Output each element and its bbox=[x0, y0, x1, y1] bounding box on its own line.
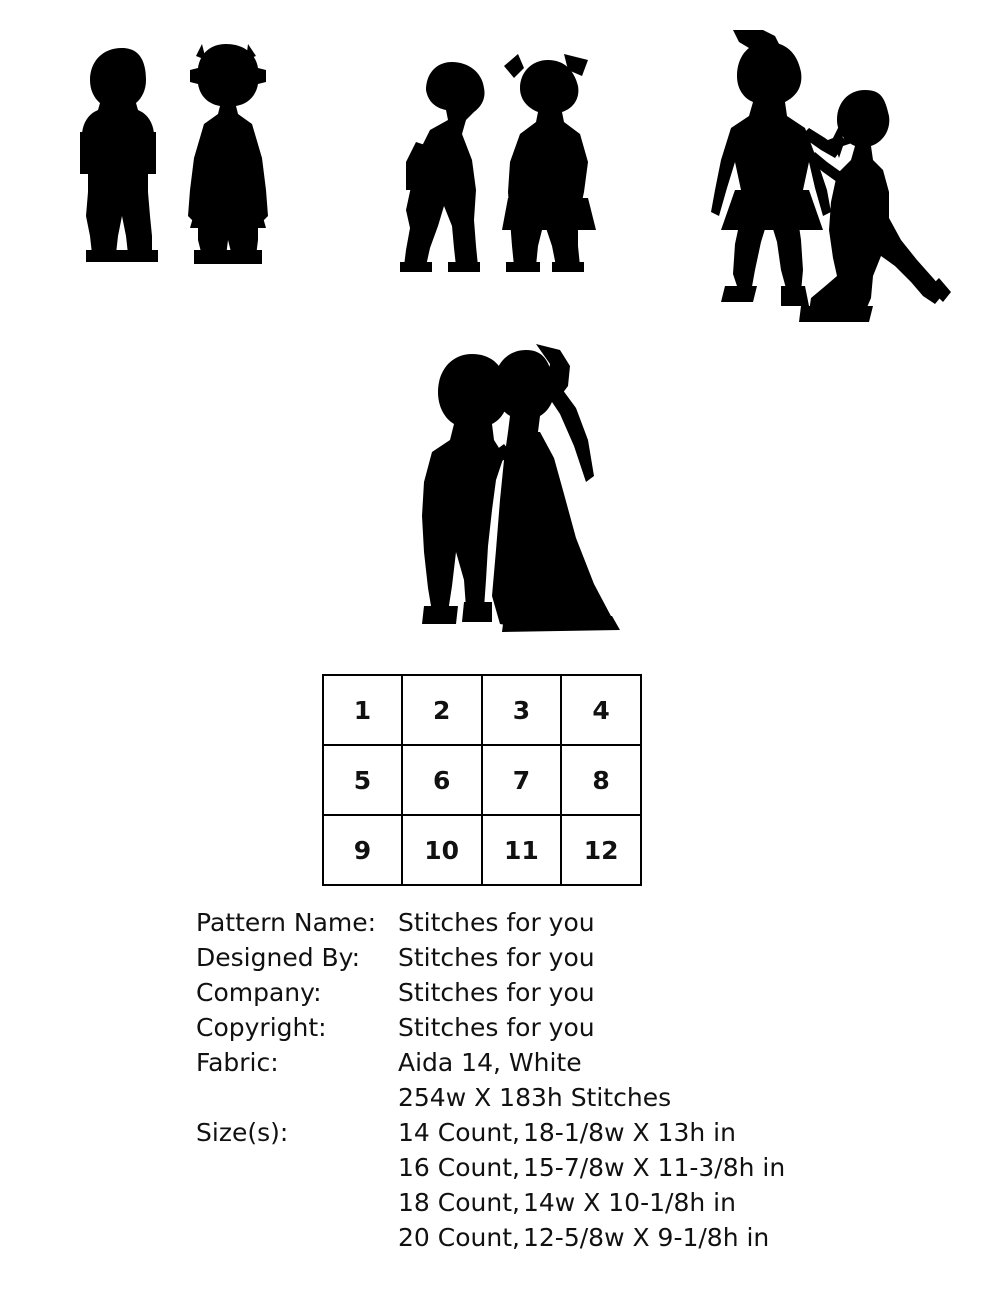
info-label: Copyright: bbox=[196, 1013, 327, 1042]
grid-cell: 2 bbox=[402, 675, 482, 745]
grid-cell: 6 bbox=[402, 745, 482, 815]
grid-row bbox=[323, 815, 641, 885]
size-count: 20 Count, bbox=[398, 1223, 520, 1252]
info-row-designed-by bbox=[196, 940, 976, 975]
size-list bbox=[398, 1115, 976, 1255]
size-dimensions: 18-1/8w X 13h in bbox=[523, 1118, 736, 1147]
page-layout-grid bbox=[322, 674, 642, 886]
grid-row bbox=[323, 675, 641, 745]
grid-cell: 3 bbox=[482, 675, 562, 745]
silhouette-bride-and-groom-kissing bbox=[408, 340, 648, 635]
fabric-stitch-count: 254w X 183h Stitches bbox=[398, 1083, 672, 1112]
info-label: Company: bbox=[196, 978, 322, 1007]
silhouette-boy-and-girl-children bbox=[78, 40, 298, 270]
pattern-info-block bbox=[196, 905, 976, 1255]
grid-cell: 4 bbox=[561, 675, 641, 745]
size-dimensions: 15-7/8w X 11-3/8h in bbox=[523, 1153, 786, 1182]
info-label: Pattern Name: bbox=[196, 908, 377, 937]
info-label-sizes: Size(s): bbox=[196, 1118, 289, 1147]
size-count: 14 Count, bbox=[398, 1118, 520, 1147]
size-row bbox=[398, 1115, 976, 1150]
size-row bbox=[398, 1150, 976, 1185]
grid-cell: 11 bbox=[482, 815, 562, 885]
grid-cell: 10 bbox=[402, 815, 482, 885]
size-row bbox=[398, 1220, 976, 1255]
grid-cell: 5 bbox=[323, 745, 402, 815]
size-count: 18 Count, bbox=[398, 1188, 520, 1217]
grid-cell: 9 bbox=[323, 815, 402, 885]
info-row-copyright bbox=[196, 1010, 976, 1045]
info-label: Designed By: bbox=[196, 943, 361, 972]
info-row-fabric bbox=[196, 1045, 976, 1080]
info-row-company bbox=[196, 975, 976, 1010]
info-value: Aida 14, White bbox=[398, 1048, 582, 1077]
info-value: Stitches for you bbox=[398, 1013, 595, 1042]
info-row-sizes bbox=[196, 1115, 976, 1255]
size-count: 16 Count, bbox=[398, 1153, 520, 1182]
info-value: Stitches for you bbox=[398, 908, 595, 937]
info-value: Stitches for you bbox=[398, 943, 595, 972]
grid-row bbox=[323, 745, 641, 815]
size-dimensions: 12-5/8w X 9-1/8h in bbox=[523, 1223, 770, 1252]
silhouette-marriage-proposal bbox=[705, 30, 953, 330]
info-label: Fabric: bbox=[196, 1048, 279, 1077]
grid-cell: 1 bbox=[323, 675, 402, 745]
size-dimensions: 14w X 10-1/8h in bbox=[523, 1188, 736, 1217]
silhouette-kissing-children bbox=[392, 50, 612, 275]
grid-cell: 8 bbox=[561, 745, 641, 815]
grid-cell: 7 bbox=[482, 745, 562, 815]
info-row-pattern-name bbox=[196, 905, 976, 940]
info-value: Stitches for you bbox=[398, 978, 595, 1007]
grid-cell: 12 bbox=[561, 815, 641, 885]
size-row bbox=[398, 1185, 976, 1220]
